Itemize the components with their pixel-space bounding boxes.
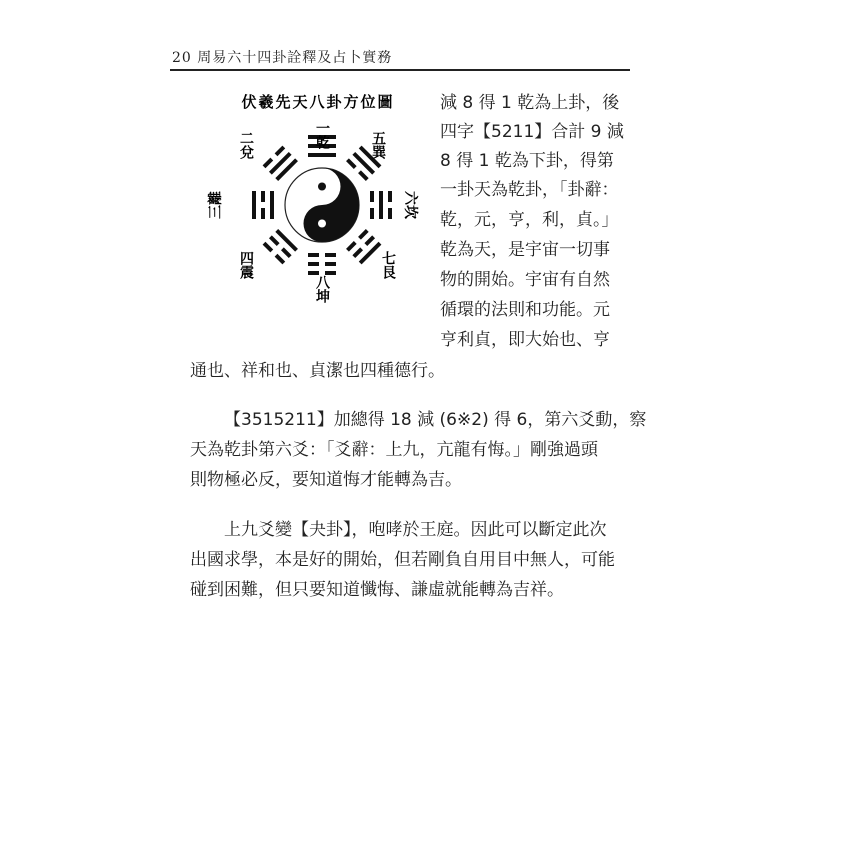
trigram-line (354, 249, 362, 257)
label-zhen: 四震 (238, 251, 254, 279)
trigram-kan-icon (372, 191, 390, 219)
trigram-line (264, 243, 272, 251)
text-line: 四字【5211】合計 9 減 (440, 122, 624, 142)
trigram-line (276, 147, 284, 155)
trigram-line (360, 243, 380, 263)
trigram-line (264, 159, 272, 167)
label-qian: 一乾 (314, 121, 330, 149)
text-line: 天為乾卦第六爻：「爻辭：上九，亢龍有悔。」剛強過頭 (190, 440, 598, 460)
text-line: 8 得 1 乾為下卦，得第 (440, 151, 614, 171)
text-line: 一卦天為乾卦，「卦辭： (440, 180, 619, 200)
trigram-line (277, 230, 297, 250)
text-line: 乾為天，是宇宙一切事 (440, 240, 610, 260)
text-line: 通也、祥和也、貞潔也四種德行。 (190, 361, 445, 381)
bagua-diagram (200, 85, 435, 325)
label-dui: 二兌 (238, 131, 254, 159)
text-line: 上九爻變【夬卦】，咆哮於王庭。因此可以斷定此次 (224, 520, 607, 540)
page-number: 20 (172, 50, 192, 66)
text-line: 循環的法則和功能。元 (440, 300, 610, 320)
running-header (172, 47, 392, 67)
bagua-svg (200, 85, 435, 325)
trigram-dui-icon (264, 147, 297, 180)
trigram-line (282, 249, 290, 257)
label-li: 三離 (208, 191, 224, 219)
text-line: 出國求學，本是好的開始，但若剛負自用目中無人，可能 (190, 550, 615, 570)
text-line: 【3515211】加總得 18 減 (6※2) 得 6，第六爻動，察 (224, 410, 647, 430)
diagram-title: 伏羲先天八卦方位圖 (241, 93, 395, 111)
text-line: 乾，元，亨，利，貞。」 (440, 210, 619, 230)
trigram-kun-icon (308, 255, 336, 273)
book-title: 周易六十四卦詮釋及占卜實務 (197, 50, 393, 66)
text-line: 物的開始。宇宙有自然 (440, 270, 610, 290)
yin-yang-icon (285, 168, 359, 242)
text-line: 則物極必反，要知道悔才能轉為吉。 (190, 470, 462, 490)
header-rule (170, 69, 630, 71)
trigram-line (270, 237, 278, 245)
trigram-line (276, 255, 284, 263)
trigram-li-icon (254, 191, 272, 219)
text-line: 減 8 得 1 乾為上卦，後 (440, 93, 620, 113)
trigram-gen-icon (347, 230, 380, 263)
label-xun: 五巽 (370, 131, 386, 159)
trigram-line (359, 230, 367, 238)
trigram-zhen-icon (264, 230, 297, 263)
label-gen: 七艮 (380, 251, 396, 279)
label-kun: 八坤 (314, 275, 330, 303)
trigram-line (359, 172, 367, 180)
text-line: 亨利貞，即大始也、亨 (440, 330, 610, 350)
trigram-line (347, 160, 355, 168)
label-kan: 六坎 (402, 191, 418, 219)
text-line: 碰到困難，但只要知道懺悔、謙虛就能轉為吉祥。 (190, 580, 564, 600)
trigram-line (347, 242, 355, 250)
trigram-line (366, 237, 374, 245)
